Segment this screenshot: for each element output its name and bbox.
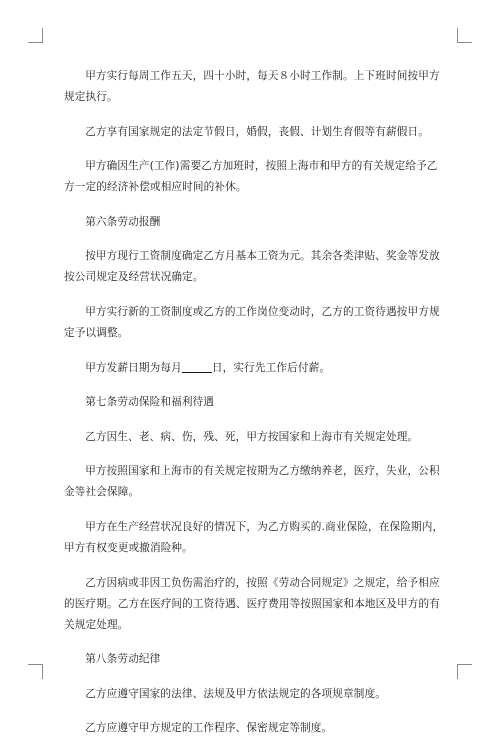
payday-text-after: 日，实行先工作后付薪。 [211, 361, 331, 374]
paragraph-overtime: 甲方确因生产(工作)需要乙方加班时，按照上海市和甲方的有关规定给予乙方一定的经济补偿或相应时间的补休。 [64, 160, 438, 194]
paragraph-holidays: 乙方享有国家规定的法定节假日，婚假，丧假、计划生育假等有薪假日。 [85, 125, 429, 138]
heading-article-8: 第八条劳动纪律 [85, 653, 161, 666]
paragraph-salary-adjustment: 甲方实行新的工资制度或乙方的工作岗位变动时，乙方的工资待遇按甲方规定予以调整。 [64, 305, 440, 339]
crop-mark-bottom-right [457, 664, 472, 679]
paragraph-commercial-insurance: 甲方在生产经营状况良好的情况下，为乙方购买的.商业保险，在保险期内，甲方有权变更或撤消险种。 [64, 520, 444, 554]
paragraph-base-salary: 按甲方现行工资制度确定乙方月基本工资为元。其余各类津贴、奖金等发放按公司规定及经营状况确定。 [64, 250, 440, 284]
crop-mark-top-left [28, 28, 43, 43]
heading-article-7: 第七条劳动保险和福利待遇 [85, 396, 215, 409]
paragraph-work-hours: 甲方实行每周工作五天，四十小时，每天８小时工作制。上下班时间按甲方规定执行。 [64, 70, 440, 103]
paragraph-payday [64, 358, 444, 379]
payday-blank-line [182, 360, 212, 373]
paragraph-work-procedures: 乙方应遵守甲方规定的工作程序、保密规定等制度。 [85, 722, 333, 735]
paragraph-social-insurance: 甲方按照国家和上海市的有关规定按期为乙方缴纳养老，医疗，失业，公积金等社会保障。 [64, 465, 440, 499]
paragraph-medical-period: 乙方因病或非因工负伤需治疗的，按照《劳动合同规定》之规定，给予相应的医疗期。乙方在医疗间的工资待遇、医疗费用等按照国家和本地区及甲方的有关规定处理。 [64, 576, 441, 631]
paragraph-illness-handling: 乙方因生、老、病、伤，残、死，甲方按国家和上海市有关规定处理。 [85, 430, 419, 443]
paragraph-laws-compliance: 乙方应遵守国家的法律、法规及甲方依法规定的各项规章制度。 [85, 687, 387, 700]
crop-mark-bottom-left [28, 664, 43, 679]
payday-text-before: 甲方发薪日期为每月 [85, 361, 182, 374]
document-page [64, 66, 444, 753]
crop-mark-top-right [457, 28, 472, 43]
heading-article-6: 第六条劳动报酬 [85, 215, 161, 228]
